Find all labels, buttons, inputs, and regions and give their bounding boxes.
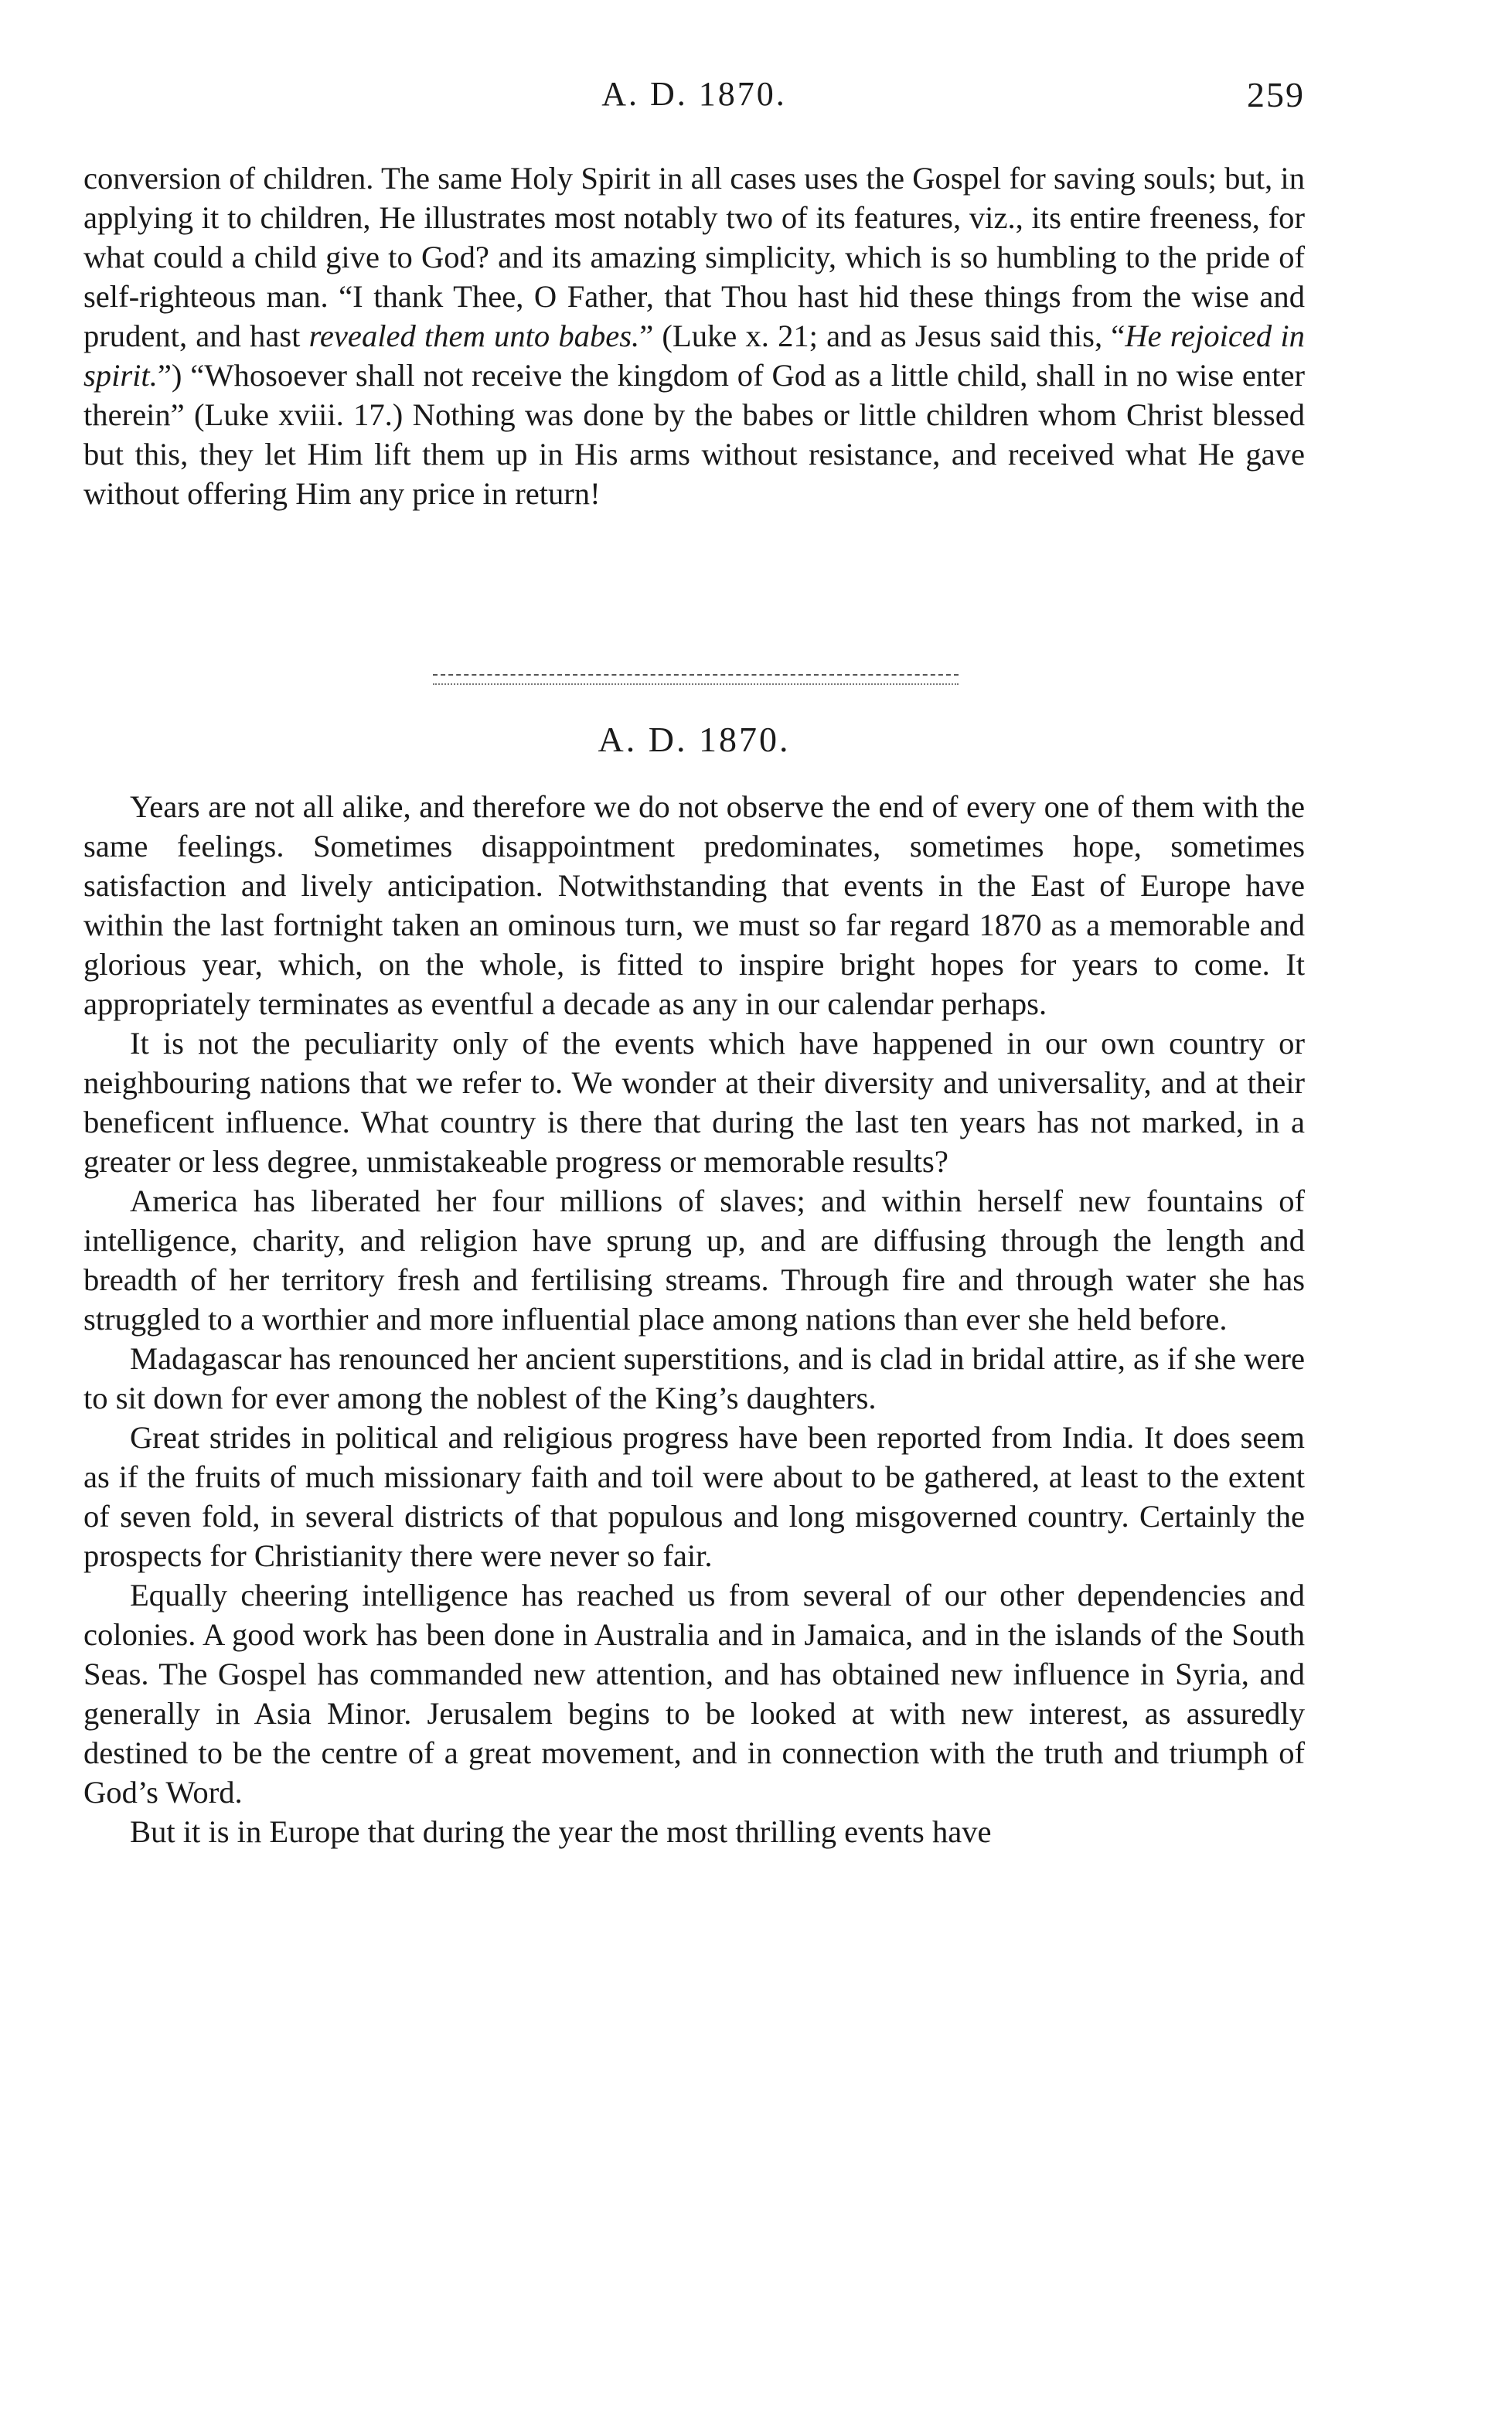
- paragraph: Equally cheering intelligence has reached us from several of our other dependencies and colonies. A good work has been done in Australia and in Jamaica, and in the islands of the South Seas. The Gospel has commanded new attention, and has obtained new influence in Syria, and generally in Asia Minor. Jerusalem begins to be looked at with new interest, as assuredly destined to be the centre of a great movement, and in connection with the truth and triumph of God’s Word.: [83, 1578, 1305, 1810]
- running-head: [83, 74, 1305, 128]
- paragraph: But it is in Europe that during the year the most thrilling events have: [130, 1814, 992, 1849]
- continued-paragraph: [83, 158, 1305, 513]
- continued-text-1: conversion of children. The same Holy Spirit in all cases uses the Gospel for saving souls; but, in applying it to children, He illustrates most notably two of its features, viz., its entire freeness, for what could a child give to God? and its amazing simplicity, which is so humbling to the pride of self-righteous man. “I thank Thee, O Father, that Thou hast hid these things from the wise and prudent, and hast: [83, 161, 1305, 353]
- paragraph: Years are not all alike, and therefore we do not observe the end of every one of them with the same feelings. Sometimes disappointment predominates, sometimes hope, sometimes satisfaction and lively anticipation. Notwithstanding that events in the East of Europe have within the last fortnight taken an ominous turn, we must so far regard 1870 as a memorable and glorious year, which, on the whole, is fitted to inspire bright hopes for years to come. It appropriately terminates as eventful a decade as any in our calendar perhaps.: [83, 789, 1305, 1021]
- paragraph: Madagascar has renounced her ancient superstitions, and is clad in bridal attire, as if she were to sit down for ever among the noblest of the King’s daughters.: [83, 1341, 1305, 1415]
- continued-text-2: ” (Luke x. 21; and as Jesus said this, “: [639, 318, 1125, 353]
- paragraph: It is not the peculiarity only of the events which have happened in our own country or neighbouring nations that we refer to. We wonder at their diversity and universality, and at their beneficent influence. What country is there that during the last ten years has not marked, in a greater or less degree, unmistakeable progress or memorable results?: [83, 1026, 1305, 1179]
- running-title: A. D. 1870.: [601, 75, 787, 113]
- section-body: [83, 787, 1305, 1851]
- section-heading: A. D. 1870.: [598, 720, 791, 759]
- continued-italic-2: He rejoiced in spirit.: [83, 318, 1305, 393]
- paragraph: America has liberated her four millions of slaves; and within herself new fountains of intelligence, charity, and religion have sprung up, and are diffusing through the length and breadth of her territory fresh and fertilising streams. Through fire and through water she has struggled to a worthier and more influential place among nations than ever she held before.: [83, 1183, 1305, 1337]
- page-number: 259: [1247, 75, 1305, 114]
- continued-italic-1: revealed them unto babes.: [308, 318, 640, 353]
- section-divider: [433, 674, 959, 685]
- continued-paragraph-block: [83, 158, 1305, 513]
- continued-text-3: ”) “Whosoever shall not receive the kingdom of God as a little child, shall in no wise enter therein” (Luke xviii. 17.) Nothing was done by the babes or little children whom Christ blessed but this, they let Him lift them up in His arms without resistance, and received what He gave without offering Him any price in return!: [83, 358, 1305, 511]
- paragraph: Great strides in political and religious progress have been reported from India. It does seem as if the fruits of much missionary faith and toil were about to be gathered, at least to the extent of seven fold, in several districts of that populous and long misgoverned country. Certainly the prospects for Christianity there were never so fair.: [83, 1420, 1305, 1573]
